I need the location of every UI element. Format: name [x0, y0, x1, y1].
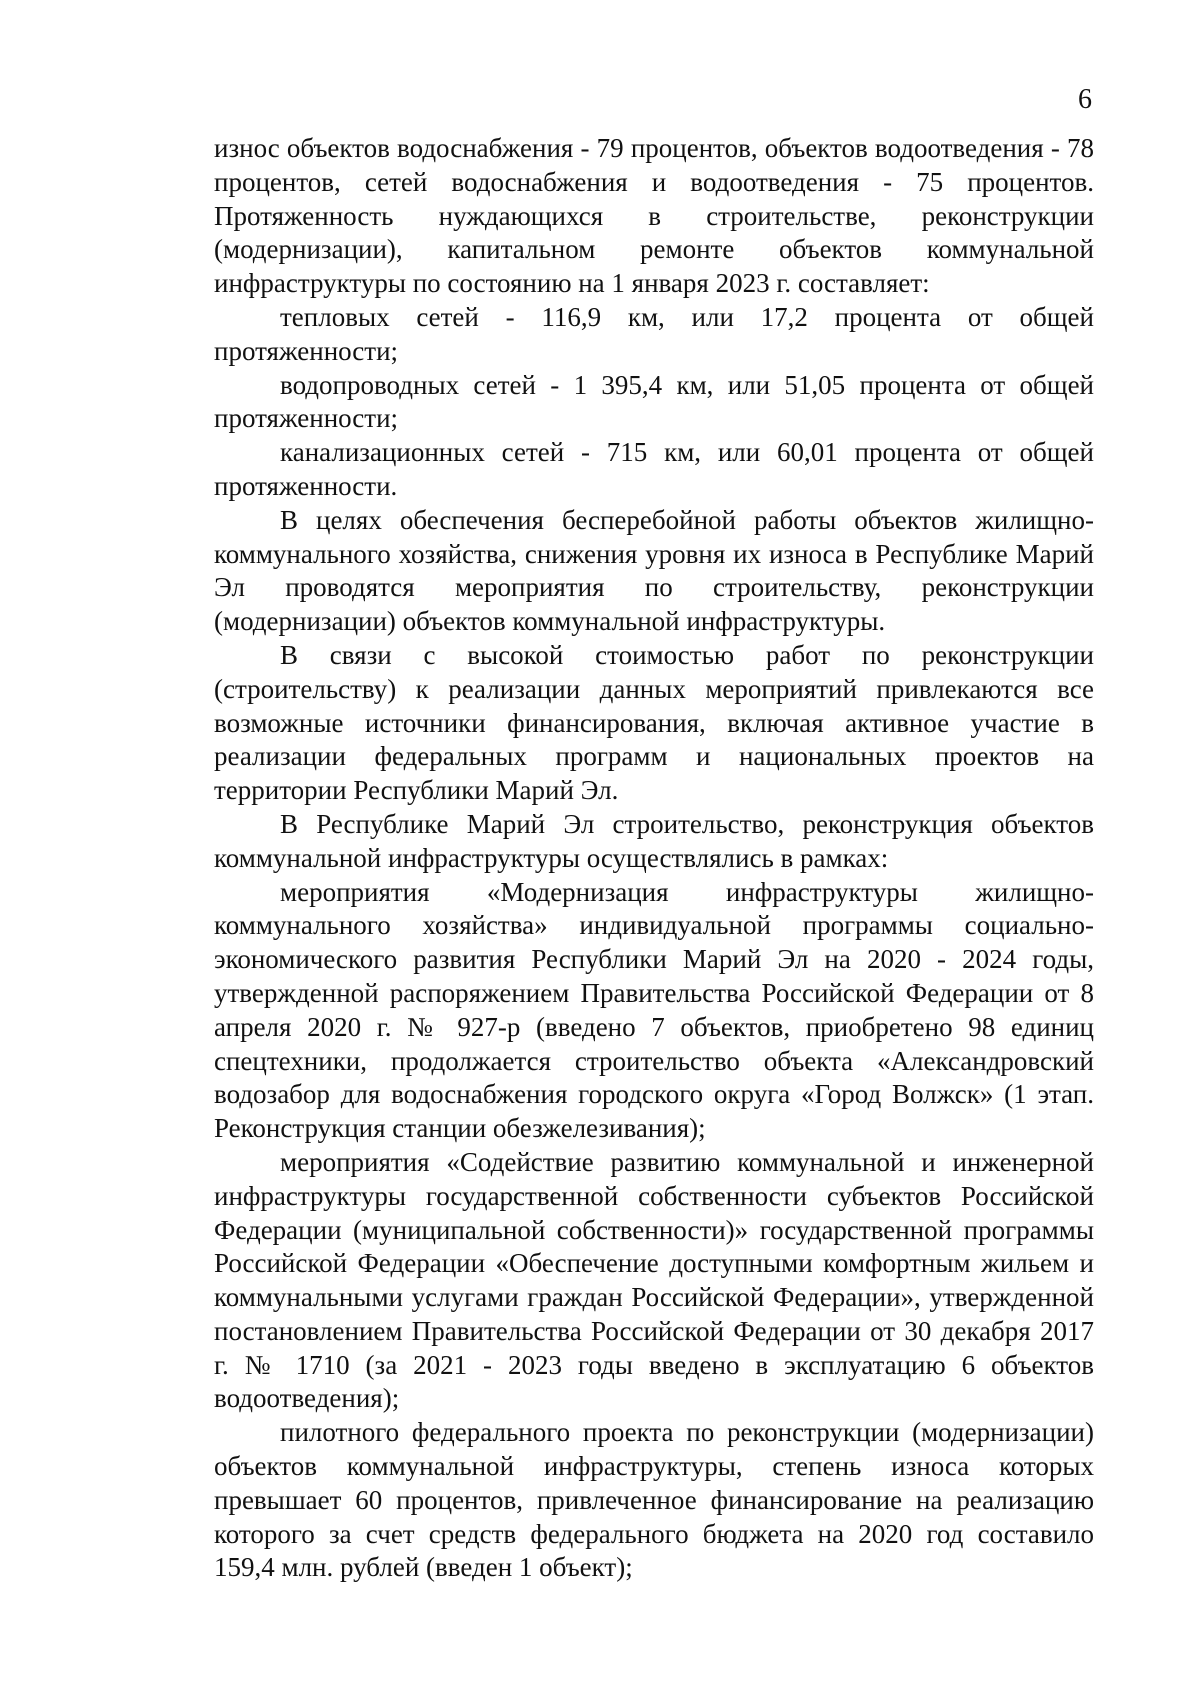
- paragraph-wear-and-length: износ объектов водоснабжения - 79 процентов, объектов водоотведения - 78 процентов, сетей водоснабжения и водоотведения - 75 процентов. Протяженность нуждающихся в строительстве, реконструкции (модернизации), капитальном ремонте объектов коммунальной инфраструктуры по состоянию на 1 января 2023 г. составляет:: [214, 133, 1094, 299]
- paragraph-financing-sources: В связи с высокой стоимостью работ по реконструкции (строительству) к реализации данных мероприятий привлекаются все возможные источники финансирования, включая активное участие в реализации федеральных программ и национальных проектов на территории Республики Марий Эл.: [214, 639, 1094, 806]
- paragraph-infrastructure-support-event: мероприятия «Содействие развитию коммунальной и инженерной инфраструктуры государственной собственности субъектов Российской Федерации (муниципальной собственности)» государственной программы Российской Федерации «Обеспечение доступными комфортным жильем и коммунальными услугами граждан Российской Федерации», утвержденной постановлением Правительства Российской Федерации от 30 декабря 2017 г. № 1710 (за 2021 - 2023 годы введено в эксплуатацию 6 объектов водоотведения);: [214, 1146, 1094, 1414]
- paragraph-uninterrupted-operation: В целях обеспечения бесперебойной работы объектов жилищно-коммунального хозяйства, снижения уровня их износа в Республике Марий Эл проводятся мероприятия по строительству, реконструкции (модернизации) объектов коммунальной инфраструктуры.: [214, 504, 1094, 637]
- paragraph-sewer-networks: канализационных сетей - 715 км, или 60,01 процента от общей протяженности.: [214, 437, 1094, 501]
- page-number: 6: [1078, 84, 1092, 115]
- paragraph-construction-frameworks: В Республике Марий Эл строительство, реконструкция объектов коммунальной инфраструктуры осуществлялись в рамках:: [214, 808, 1094, 873]
- paragraph-heat-networks: тепловых сетей - 116,9 км, или 17,2 процента от общей протяженности;: [214, 301, 1094, 366]
- document-body: [214, 132, 1094, 1585]
- paragraph-modernization-event: мероприятия «Модернизация инфраструктуры жилищно-коммунального хозяйства» индивидуальной программы социально-экономического развития Республики Марий Эл на 2020 - 2024 годы, утвержденной распоряжением Правительства Российской Федерации от 8 апреля 2020 г. № 927-р (введено 7 объектов, приобретено 98 единиц спецтехники, продолжается строительство объекта «Александровский водозабор для водоснабжения городского округа «Город Волжск» (1 этап. Реконструкция станции обезжелезивания);: [214, 876, 1094, 1144]
- paragraph-water-networks: водопроводных сетей - 1 395,4 км, или 51,05 процента от общей протяженности;: [214, 369, 1094, 434]
- paragraph-pilot-project: пилотного федерального проекта по реконструкции (модернизации) объектов коммунальной инфраструктуры, степень износа которых превышает 60 процентов, привлеченное финансирование на реализацию которого за счет средств федерального бюджета на 2020 год составило 159,4 млн. рублей (введен 1 объект);: [214, 1417, 1094, 1583]
